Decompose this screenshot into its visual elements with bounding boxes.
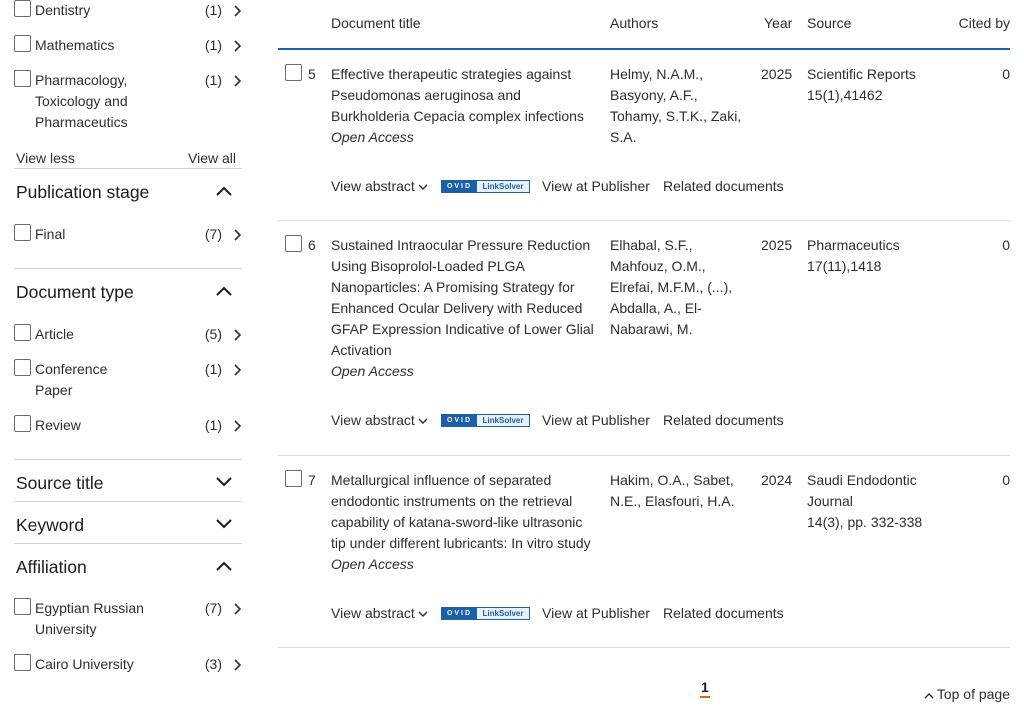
ovid-logo: OVID bbox=[442, 181, 477, 192]
source-cell[interactable] bbox=[807, 235, 947, 277]
header-year[interactable]: Year bbox=[764, 15, 793, 31]
filter-checkbox[interactable] bbox=[14, 70, 31, 87]
section-title: Affiliation bbox=[16, 557, 87, 577]
authors-text[interactable]: Hakim, O.A., Sabet, N.E., Elasfouri, H.A. bbox=[610, 472, 735, 509]
view-abstract-button[interactable] bbox=[331, 603, 428, 624]
top-of-page-label: Top of page bbox=[936, 686, 1010, 702]
filter-checkbox[interactable] bbox=[14, 0, 31, 17]
section-header-document-type[interactable] bbox=[16, 278, 242, 318]
section-header-publication-stage[interactable] bbox=[16, 178, 242, 218]
filter-count: (1) bbox=[204, 2, 222, 18]
year-text: 2024 bbox=[761, 472, 793, 488]
view-all-link[interactable]: View all bbox=[188, 150, 236, 166]
source-cell[interactable] bbox=[807, 64, 947, 106]
filter-count: (7) bbox=[204, 600, 222, 616]
chevron-up-icon[interactable] bbox=[216, 561, 232, 571]
row-number: 7 bbox=[308, 472, 316, 488]
section-title: Publication stage bbox=[16, 182, 150, 202]
filter-count: (1) bbox=[204, 417, 222, 433]
chevron-right-icon[interactable] bbox=[233, 229, 242, 241]
filter-label: Conference Paper bbox=[35, 361, 108, 398]
source-detail: 14(3), pp. 332-338 bbox=[807, 514, 923, 530]
header-rule bbox=[278, 48, 1010, 50]
ovid-logo: OVID bbox=[442, 415, 477, 426]
filter-checkbox[interactable] bbox=[14, 224, 31, 241]
related-documents-link[interactable]: Related documents bbox=[663, 605, 784, 621]
linksolver-label: LinkSolver bbox=[477, 415, 529, 426]
source-name[interactable]: Saudi Endodontic Journal bbox=[807, 472, 917, 509]
source-detail: 15(1),41462 bbox=[807, 87, 883, 103]
view-less-link[interactable]: View less bbox=[16, 150, 75, 166]
row-number: 6 bbox=[308, 237, 316, 253]
chevron-down-icon[interactable] bbox=[216, 477, 232, 487]
filter-checkbox[interactable] bbox=[14, 35, 31, 52]
filter-count: (1) bbox=[204, 37, 222, 53]
source-detail: 17(11),1418 bbox=[807, 258, 882, 274]
filter-checkbox[interactable] bbox=[14, 415, 31, 432]
filter-label: Mathematics bbox=[35, 37, 115, 53]
year-text: 2025 bbox=[761, 237, 793, 253]
chevron-right-icon[interactable] bbox=[233, 364, 242, 376]
document-title[interactable]: Effective therapeutic strategies against Pseudomonas aeruginosa and Burkholderia Cepacia complex infections bbox=[331, 66, 584, 124]
filter-count: (7) bbox=[204, 226, 222, 242]
filter-label: Dentistry bbox=[35, 2, 91, 18]
related-documents-link[interactable]: Related documents bbox=[663, 412, 784, 428]
source-name[interactable]: Scientific Reports bbox=[807, 66, 916, 82]
view-at-publisher-link[interactable]: View at Publisher bbox=[542, 412, 650, 428]
header-cited-by[interactable]: Cited by bbox=[958, 15, 1010, 31]
view-abstract-label: View abstract bbox=[331, 178, 415, 194]
chevron-up-icon[interactable] bbox=[216, 286, 232, 296]
chevron-right-icon[interactable] bbox=[233, 40, 242, 52]
filter-checkbox[interactable] bbox=[14, 324, 31, 341]
view-abstract-label: View abstract bbox=[331, 412, 415, 428]
filter-label: Review bbox=[35, 417, 81, 433]
chevron-down-icon bbox=[418, 184, 428, 191]
filter-count: (1) bbox=[204, 72, 222, 88]
chevron-up-icon[interactable] bbox=[216, 186, 232, 196]
document-title-link[interactable] bbox=[331, 470, 599, 575]
document-title[interactable]: Metallurgical influence of separated endodontic instruments on the retrieval capability of katana-sword-like ultrasonic tip under different lubricants: In vitro study bbox=[331, 472, 591, 551]
divider bbox=[14, 543, 242, 544]
chevron-down-icon[interactable] bbox=[216, 519, 232, 529]
chevron-up-icon bbox=[924, 692, 934, 699]
authors-text[interactable]: Helmy, N.A.M., Basyony, A.F., Tohamy, S.T.K., Zaki, S.A. bbox=[610, 66, 742, 145]
chevron-right-icon[interactable] bbox=[233, 329, 242, 341]
authors-text[interactable]: Elhabal, S.F., Mahfouz, O.M., Elrefai, M.F.M., (...), Abdalla, A., El-Nabarawi, M. bbox=[610, 237, 733, 337]
row-divider bbox=[278, 647, 1010, 648]
view-abstract-label: View abstract bbox=[331, 605, 415, 621]
open-access-label: Open Access bbox=[331, 363, 414, 379]
chevron-right-icon[interactable] bbox=[233, 659, 242, 671]
filter-checkbox[interactable] bbox=[14, 654, 31, 671]
section-header-keyword[interactable] bbox=[16, 511, 242, 551]
chevron-right-icon[interactable] bbox=[233, 75, 242, 87]
divider bbox=[14, 168, 242, 169]
section-title: Document type bbox=[16, 282, 134, 302]
chevron-down-icon bbox=[418, 611, 428, 618]
filter-count: (3) bbox=[204, 656, 222, 672]
row-checkbox[interactable] bbox=[285, 235, 302, 252]
view-abstract-button[interactable] bbox=[331, 176, 428, 197]
row-checkbox[interactable] bbox=[285, 470, 302, 487]
header-document-title[interactable]: Document title bbox=[331, 15, 421, 31]
filter-checkbox[interactable] bbox=[14, 598, 31, 615]
filter-label: Egyptian Russian University bbox=[35, 600, 144, 637]
view-abstract-button[interactable] bbox=[331, 410, 428, 431]
divider bbox=[14, 268, 242, 269]
related-documents-link[interactable]: Related documents bbox=[663, 178, 784, 194]
document-title-link[interactable] bbox=[331, 64, 599, 148]
source-cell[interactable] bbox=[807, 470, 937, 533]
filter-label: Cairo University bbox=[35, 656, 134, 672]
ovid-linksolver-button[interactable] bbox=[441, 607, 530, 620]
linksolver-label: LinkSolver bbox=[477, 181, 529, 192]
row-divider bbox=[278, 220, 1010, 221]
filter-sidebar bbox=[0, 0, 250, 723]
cited-count: 0 bbox=[1002, 237, 1010, 253]
ovid-linksolver-button[interactable] bbox=[441, 414, 530, 427]
section-header-affiliation[interactable] bbox=[16, 553, 242, 593]
view-at-publisher-link[interactable]: View at Publisher bbox=[542, 178, 650, 194]
year-text: 2025 bbox=[761, 66, 793, 82]
pagination-current-page[interactable]: 1 bbox=[700, 679, 710, 698]
header-authors[interactable]: Authors bbox=[610, 15, 659, 31]
source-name[interactable]: Pharmaceutics bbox=[807, 237, 900, 253]
document-title[interactable]: Sustained Intraocular Pressure Reduction Using Bisoprolol-Loaded PLGA Nanoparticles: A Promising Strategy for Enhanced Ocular Delivery with Reduced GFAP Expression Indicative of Lower Glial Activation bbox=[331, 237, 594, 358]
divider bbox=[14, 459, 242, 460]
row-divider bbox=[278, 455, 1010, 456]
cited-count: 0 bbox=[1002, 66, 1010, 82]
chevron-right-icon[interactable] bbox=[233, 603, 242, 615]
section-header-source-title[interactable] bbox=[16, 469, 242, 509]
filter-count: (1) bbox=[204, 361, 222, 377]
filter-label: Pharmacology, Toxicology and Pharmaceutics bbox=[35, 72, 128, 130]
filter-checkbox[interactable] bbox=[14, 359, 31, 376]
header-source[interactable]: Source bbox=[807, 15, 852, 31]
top-of-page-link[interactable] bbox=[924, 685, 1010, 703]
view-at-publisher-link[interactable]: View at Publisher bbox=[542, 605, 650, 621]
row-number: 5 bbox=[308, 66, 316, 82]
ovid-linksolver-button[interactable] bbox=[441, 180, 530, 193]
filter-label: Article bbox=[35, 326, 74, 342]
cited-count: 0 bbox=[1002, 472, 1010, 488]
open-access-label: Open Access bbox=[331, 129, 414, 145]
divider bbox=[14, 501, 242, 502]
open-access-label: Open Access bbox=[331, 556, 414, 572]
document-title-link[interactable] bbox=[331, 235, 599, 382]
chevron-right-icon[interactable] bbox=[233, 420, 242, 432]
filter-count: (5) bbox=[204, 326, 222, 342]
chevron-down-icon bbox=[418, 418, 428, 425]
linksolver-label: LinkSolver bbox=[477, 608, 529, 619]
section-title: Keyword bbox=[16, 515, 85, 535]
section-title: Source title bbox=[16, 473, 104, 493]
ovid-logo: OVID bbox=[442, 608, 477, 619]
row-checkbox[interactable] bbox=[285, 64, 302, 81]
filter-label: Final bbox=[35, 226, 66, 242]
chevron-right-icon[interactable] bbox=[233, 5, 242, 17]
